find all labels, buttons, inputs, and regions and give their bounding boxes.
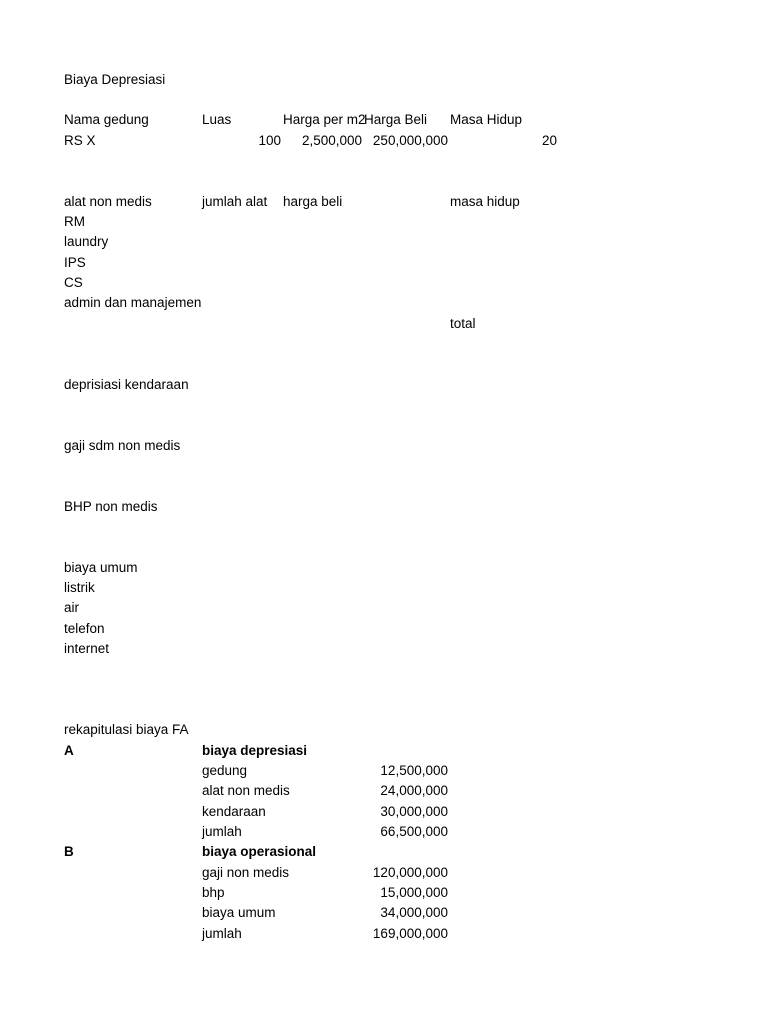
rekap-row-value: 169,000,000 <box>372 926 448 941</box>
biaya-umum-label: biaya umum <box>64 560 138 575</box>
section-bhp: BHP non medis <box>64 499 158 514</box>
rekap-row-label: jumlah <box>202 926 242 941</box>
biaya-umum-item: air <box>64 600 80 615</box>
rekap-group-code: B <box>64 844 74 859</box>
rekap-row-value: 34,000,000 <box>380 905 448 920</box>
gedung-header-luas: Luas <box>202 112 232 127</box>
rekap-group-code: A <box>64 743 74 758</box>
rekap-row-label: gaji non medis <box>202 865 290 880</box>
rekap-row-label: alat non medis <box>202 783 290 798</box>
section-kendaraan: deprisiasi kendaraan <box>64 377 189 392</box>
rekap-row-label: biaya umum <box>202 905 276 920</box>
alat-item: laundry <box>64 234 109 249</box>
rekap-row-value: 120,000,000 <box>372 865 448 880</box>
gedung-row-harga-per-m2: 2,500,000 <box>301 133 362 148</box>
biaya-umum-item: listrik <box>64 580 95 595</box>
alat-item: RM <box>64 214 85 229</box>
alat-header-nama: alat non medis <box>64 194 152 209</box>
page-title: Biaya Depresiasi <box>64 72 166 87</box>
rekap-row-value: 30,000,000 <box>380 804 448 819</box>
rekap-row-label: kendaraan <box>202 804 266 819</box>
alat-item: CS <box>64 275 83 290</box>
gedung-header-nama: Nama gedung <box>64 112 149 127</box>
rekap-row-value: 15,000,000 <box>380 885 448 900</box>
alat-header-masa-hidup: masa hidup <box>450 194 520 209</box>
rekap-row-value: 66,500,000 <box>380 824 448 839</box>
section-gaji: gaji sdm non medis <box>64 438 181 453</box>
rekap-group-title: biaya depresiasi <box>202 743 308 758</box>
rekap-group-title: biaya operasional <box>202 844 317 859</box>
alat-total-label: total <box>450 316 476 331</box>
biaya-umum-item: telefon <box>64 621 105 636</box>
gedung-row-masa-hidup: 20 <box>541 133 557 148</box>
gedung-header-masa-hidup: Masa Hidup <box>450 112 523 127</box>
alat-header-harga: harga beli <box>283 194 343 209</box>
biaya-umum-item: internet <box>64 641 110 656</box>
gedung-row-harga-beli: 250,000,000 <box>372 133 448 148</box>
alat-item: admin dan manajemen <box>64 295 202 310</box>
rekap-row-label: gedung <box>202 763 248 778</box>
gedung-row-luas: 100 <box>258 133 281 148</box>
gedung-row-nama: RS X <box>64 133 96 148</box>
gedung-header-harga-beli: Harga Beli <box>364 112 428 127</box>
rekap-row-label: jumlah <box>202 824 242 839</box>
rekap-row-value: 12,500,000 <box>380 763 448 778</box>
alat-item: IPS <box>64 255 86 270</box>
rekap-row-label: bhp <box>202 885 225 900</box>
rekap-title: rekapitulasi biaya FA <box>64 722 189 737</box>
gedung-header-harga-per-m2: Harga per m2 <box>283 112 366 127</box>
rekap-row-value: 24,000,000 <box>380 783 448 798</box>
alat-header-jumlah: jumlah alat <box>202 194 268 209</box>
